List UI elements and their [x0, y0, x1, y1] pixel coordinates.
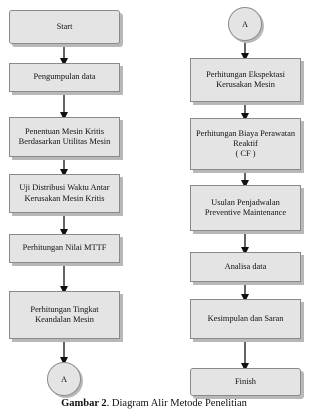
caption-text: . Diagram Alir Metode Penelitian: [106, 398, 247, 409]
step-usulan-penjadwalan: Usulan Penjadwalan Preventive Maintenance: [190, 185, 301, 231]
step-perhitungan-keandalan: Perhitungan Tingkat Keandalan Mesin: [9, 291, 120, 339]
connector-a-bottom: A: [47, 362, 81, 396]
connector-a-top: A: [228, 7, 262, 41]
caption-label: Gambar 2: [61, 398, 107, 409]
finish-terminal: Finish: [190, 368, 301, 396]
step-kesimpulan-saran: Kesimpulan dan Saran: [190, 299, 301, 339]
step-perhitungan-ekspektasi: Perhitungan Ekspektasi Kerusakan Mesin: [190, 58, 301, 102]
start-terminal: Start: [9, 10, 120, 44]
step-penentuan-mesin-kritis: Penentuan Mesin Kritis Berdasarkan Utilitas Mesin: [9, 117, 120, 157]
step-uji-distribusi: Uji Distribusi Waktu Antar Kerusakan Mesin Kritis: [9, 174, 120, 213]
step-analisa-data: Analisa data: [190, 252, 301, 282]
figure-caption: [0, 398, 308, 409]
step-perhitungan-mttf: Perhitungan Nilai MTTF: [9, 234, 120, 263]
step-pengumpulan-data: Pengumpulan data: [9, 63, 120, 92]
step-biaya-perawatan-reaktif: Perhitungan Biaya Perawatan Reaktif ( CF ): [190, 118, 301, 170]
